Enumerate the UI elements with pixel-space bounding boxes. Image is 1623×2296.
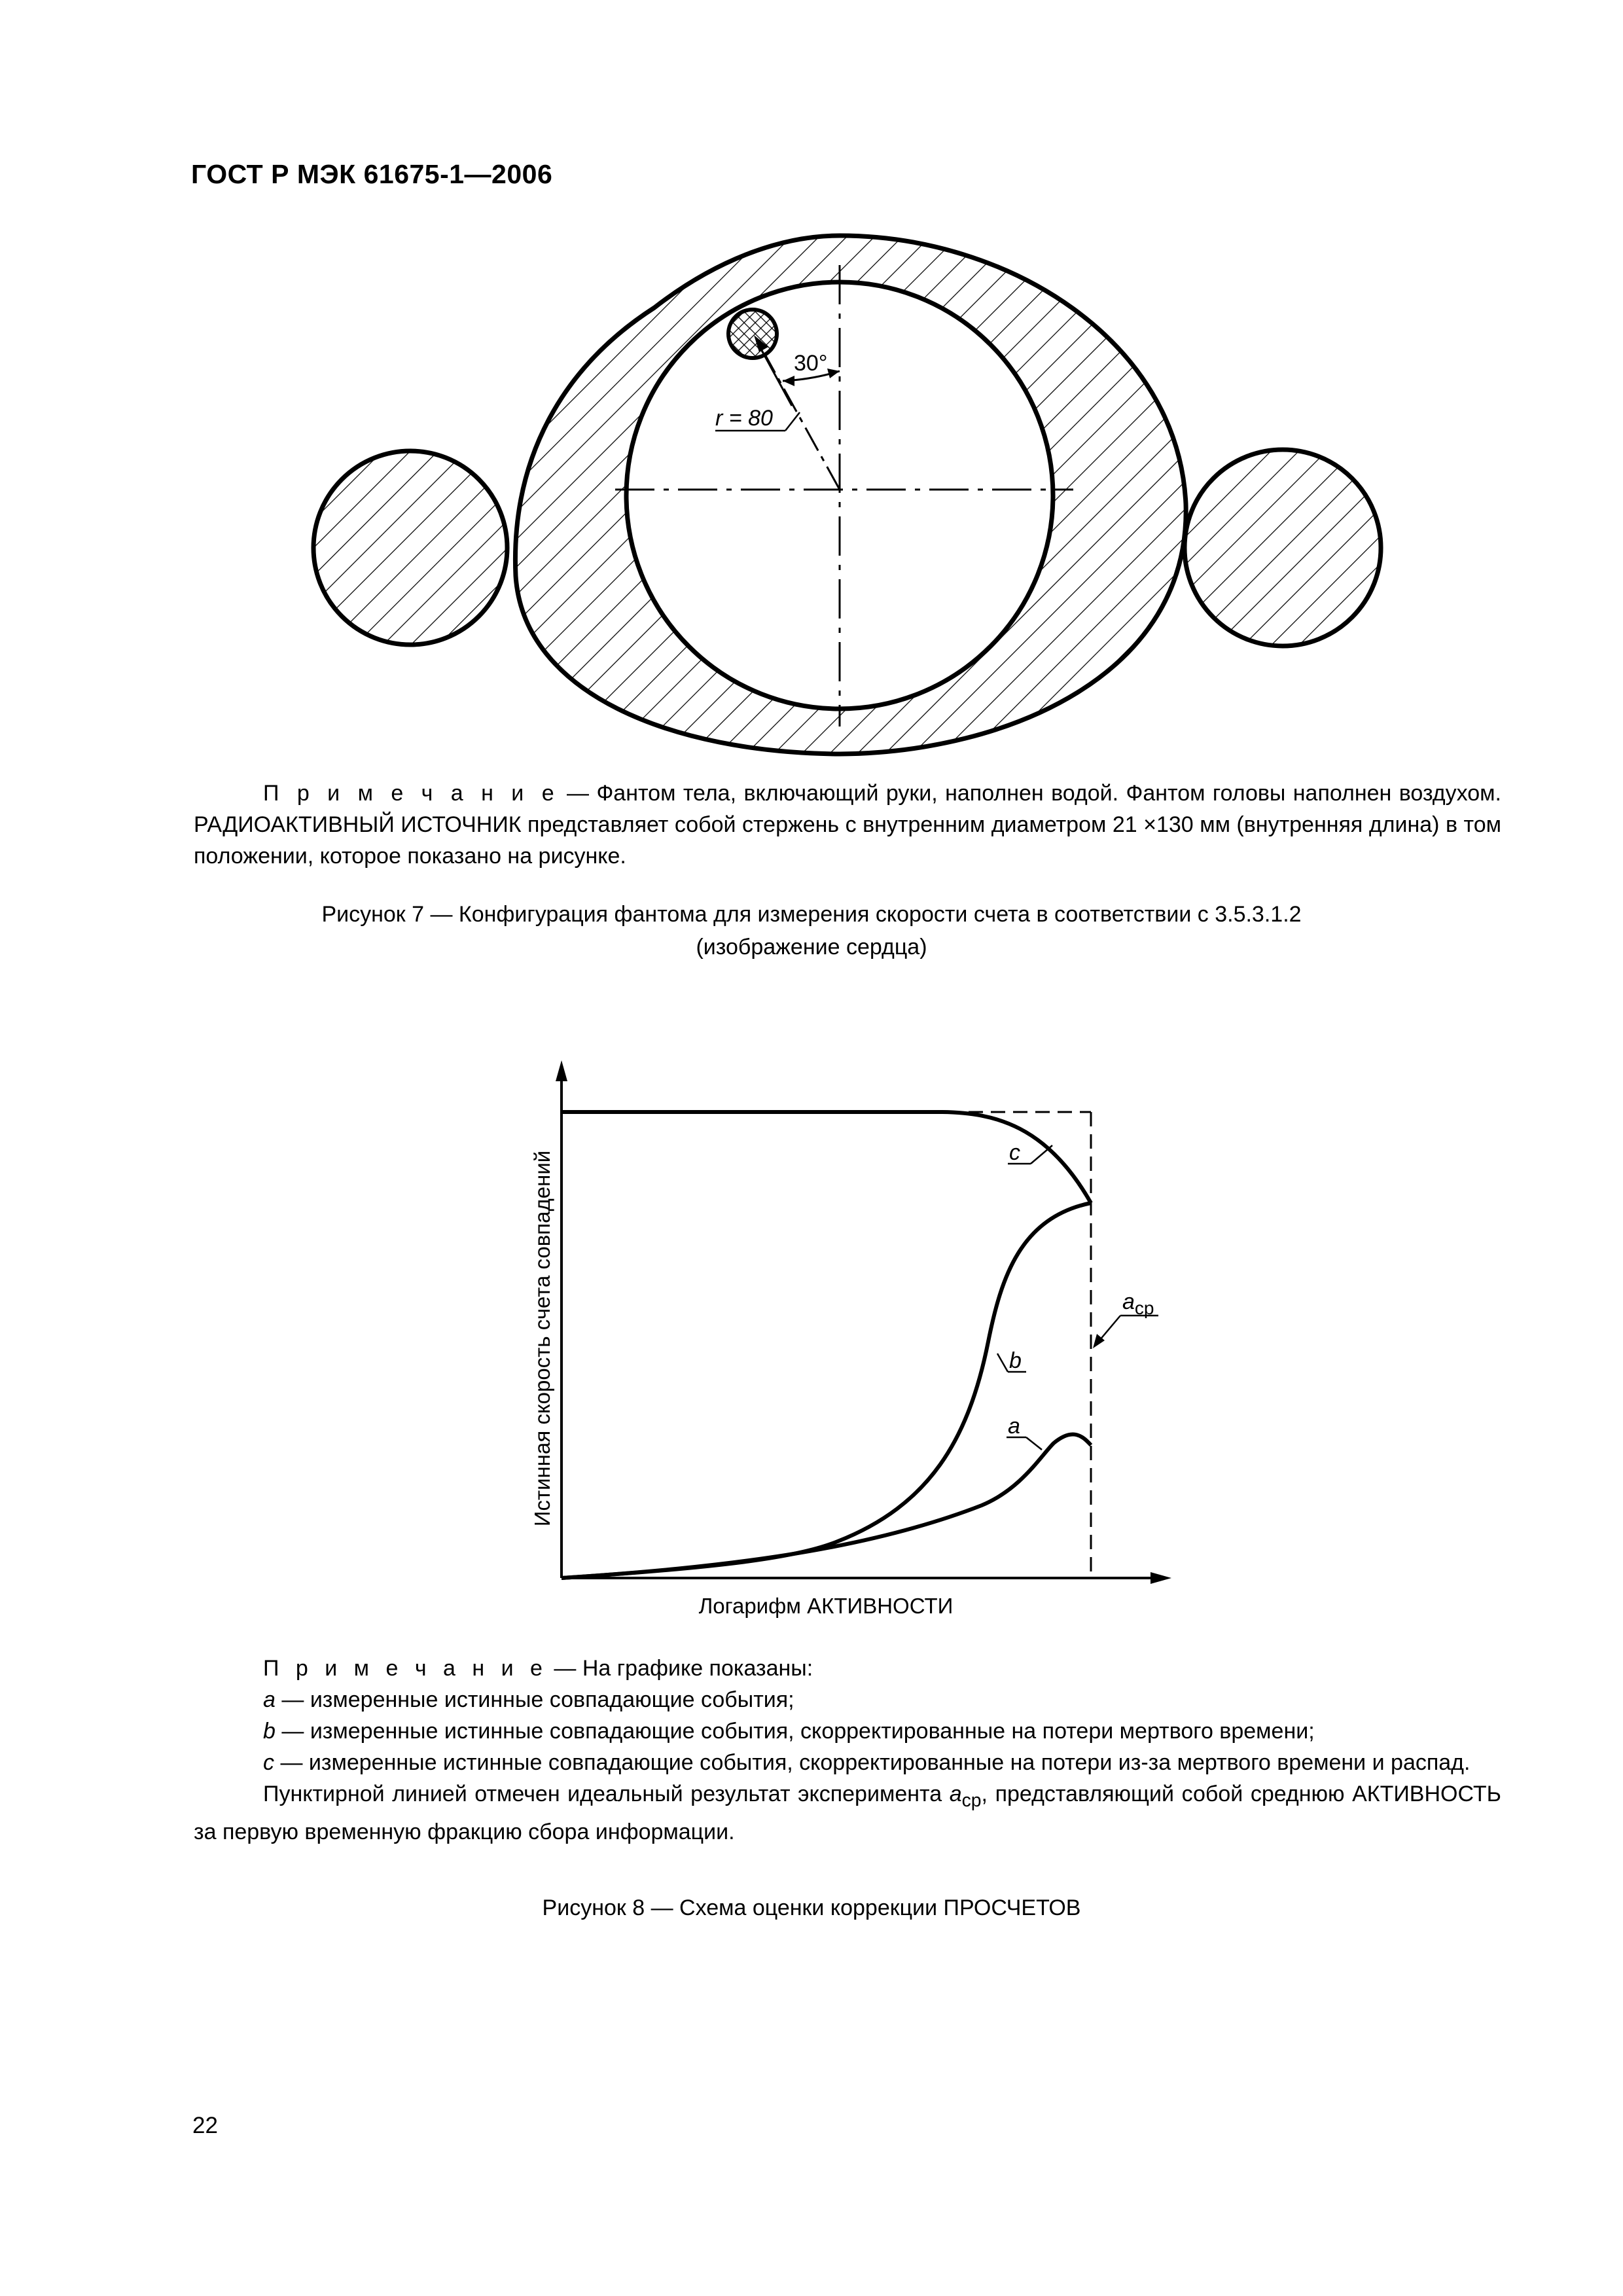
right-arm-phantom — [1185, 450, 1381, 646]
radioactive-source — [728, 310, 777, 358]
angle-label: 30° — [794, 351, 828, 376]
note-item-c: c — измеренные истинные совпадающие события, скорректированные на потери из-за мертвого времени и распад. — [263, 1750, 1471, 1775]
y-axis-arrow — [556, 1060, 567, 1081]
dashed-line-note: Пунктирной линией отмечен идеальный результат эксперимента $a_{ср}$, представляющий собой среднюю АКТИВНОСТЬ за первую временную фракцию сбора информации. — [194, 1782, 1501, 1844]
y-axis-label: Истинная скорость счета совпадений — [530, 1150, 554, 1527]
page-number: 22 — [192, 2113, 218, 2138]
series-b-label: b — [1009, 1348, 1022, 1373]
left-arm-phantom — [313, 451, 507, 645]
figure7-caption-line2: (изображение сердца) — [696, 935, 927, 960]
series-a-line — [562, 1435, 1091, 1578]
note-prefix: П р и м е ч а н и е — [263, 781, 560, 806]
document-header: ГОСТ Р МЭК 61675-1—2006 — [191, 159, 553, 189]
x-axis-label: Логарифм АКТИВНОСТИ — [698, 1594, 954, 1618]
figure8-note — [194, 1653, 1501, 1848]
note-intro: — На графике показаны: — [547, 1656, 813, 1681]
figure7-note — [194, 778, 1501, 872]
note-prefix: П р и м е ч а н и е — [263, 1656, 548, 1681]
figure7-caption-line1: Рисунок 7 — Конфигурация фантома для измерения скорости счета в соответствии с 3.5.3.1.2 — [321, 902, 1302, 927]
note-item-b: b — измеренные истинные совпадающие события, скорректированные на потери мертвого времени; — [263, 1719, 1315, 1744]
phantom-diagram — [288, 223, 1387, 785]
note-text: — Фантом тела, включающий руки, наполнен водой. Фантом головы наполнен воздухом. РАДИОАКТИВНЫЙ ИСТОЧНИК представляет собой стержень с внутренним диаметром 21 ×130 мм (внутренняя длина) в том положении, которое показано на рисунке. — [194, 781, 1501, 869]
series-a-label: a — [1008, 1414, 1020, 1439]
note-item-a: a — измеренные истинные совпадающие события; — [263, 1687, 794, 1712]
series-b-line — [562, 1203, 1091, 1578]
count-rate-chart — [510, 1047, 1178, 1636]
radius-label: r = 80 — [715, 406, 773, 431]
x-axis-arrow — [1150, 1572, 1171, 1584]
ideal-line-label: $a_{ср}$ — [1122, 1289, 1154, 1318]
series-c-label: c — [1009, 1140, 1020, 1165]
figure8-caption: Рисунок 8 — Схема оценки коррекции ПРОСЧЕТОВ — [542, 1895, 1081, 1920]
figure7-caption — [0, 898, 1623, 963]
